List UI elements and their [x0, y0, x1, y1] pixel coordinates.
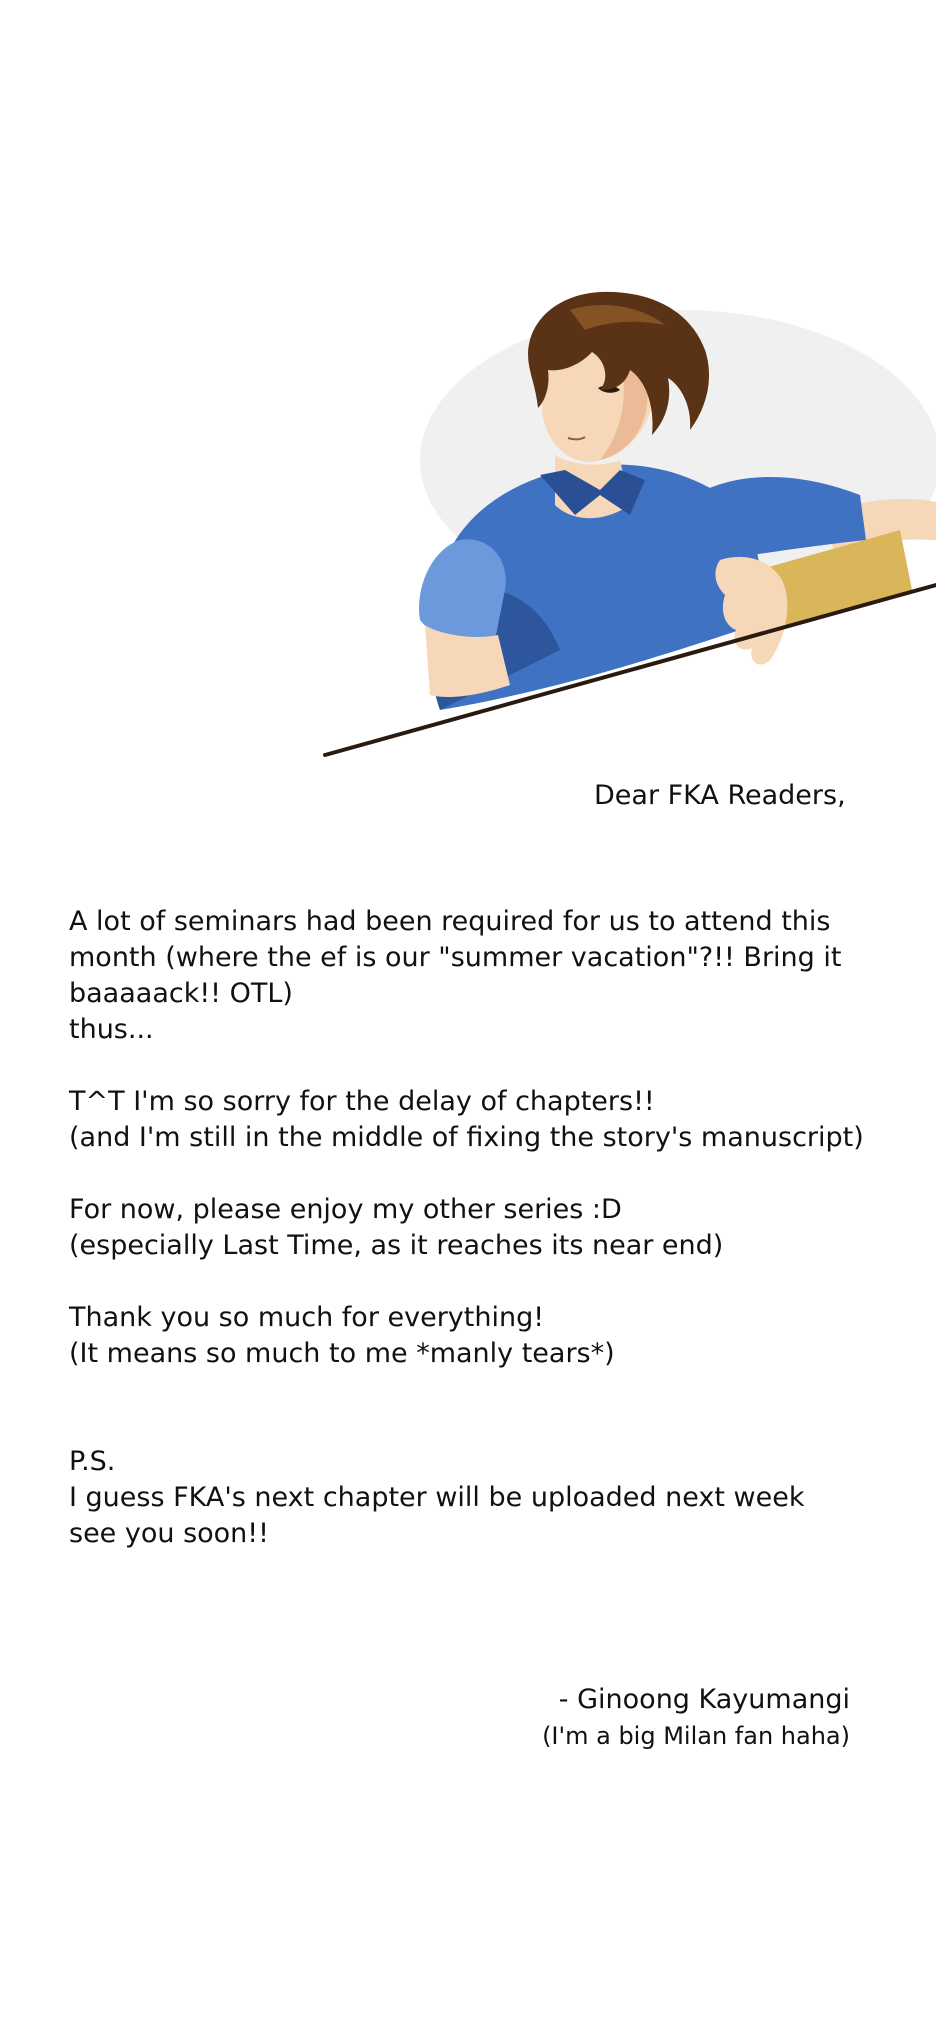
postscript: [69, 1444, 909, 1552]
paragraph-gap: [69, 1264, 909, 1300]
letter-line: T^T I'm so sorry for the delay of chapters!!: [69, 1086, 655, 1117]
letter-line: (and I'm still in the middle of fixing the story's manuscript): [69, 1122, 864, 1153]
signature-note: (I'm a big Milan fan haha): [542, 1722, 850, 1750]
paragraph-gap: [69, 1156, 909, 1192]
signature-name: - Ginoong Kayumangi: [558, 1684, 850, 1715]
letter-line: (especially Last Time, as it reaches its near end): [69, 1230, 724, 1261]
letter-line: month (where the ef is our "summer vacation"?!! Bring it: [69, 942, 842, 973]
postscript-label: P.S.: [69, 1446, 116, 1477]
paragraph-gap: [69, 1048, 909, 1084]
letter-line: For now, please enjoy my other series :D: [69, 1194, 622, 1225]
boy-leaning-on-ledge-illustration: [300, 290, 936, 770]
letter-line: thus...: [69, 1014, 154, 1045]
letter-line: baaaaack!! OTL): [69, 978, 293, 1009]
letter-line: A lot of seminars had been required for us to attend this: [69, 906, 831, 937]
paragraph-other-series: [69, 1192, 909, 1264]
paragraph-apology: [69, 1084, 909, 1156]
letter-line: (It means so much to me *manly tears*): [69, 1338, 615, 1369]
letter-line: see you soon!!: [69, 1518, 269, 1549]
signature: [520, 1682, 850, 1754]
letter-body: [69, 904, 909, 1552]
letter-line: I guess FKA's next chapter will be uploaded next week: [69, 1482, 805, 1513]
paragraph-thanks: [69, 1300, 909, 1372]
letter-greeting: Dear FKA Readers,: [594, 780, 846, 811]
letter-line: Thank you so much for everything!: [69, 1302, 545, 1333]
hand: [715, 557, 787, 665]
paragraph-gap: [69, 1372, 909, 1444]
paragraph-seminars: [69, 904, 909, 1048]
